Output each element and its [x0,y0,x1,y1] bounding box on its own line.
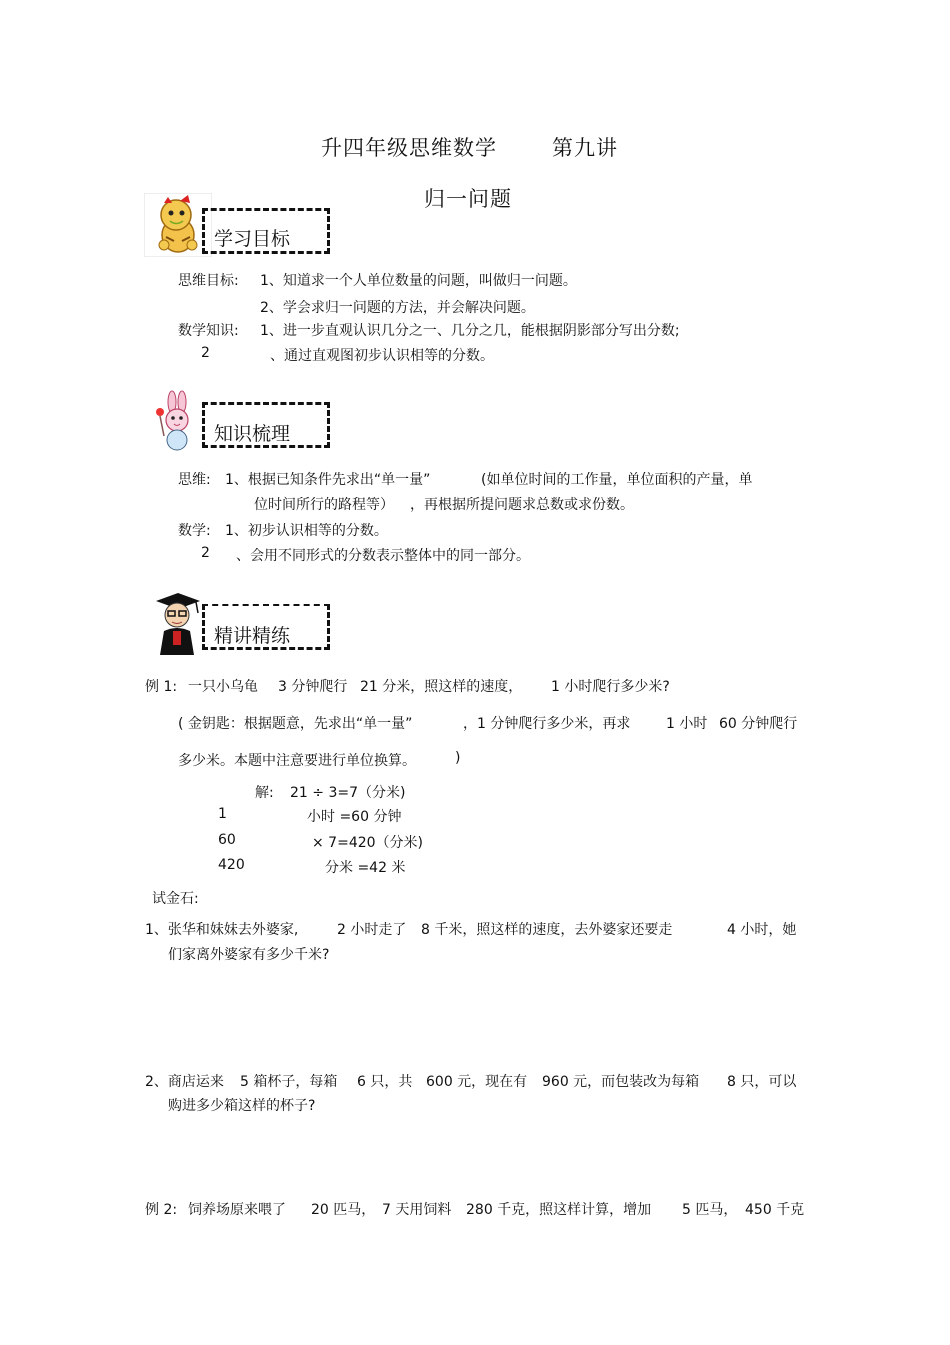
example1-solution-step2: 小时 =60 分钟 [307,809,402,825]
goals-math-2-text: 、通过直观图初步认识相等的分数。 [270,348,494,364]
example1-label: 例 1: [145,679,178,695]
page-title: 升四年级思维数学 [321,136,497,160]
rabbit-mascot-icon [154,390,200,452]
section-title-practice: 精讲精练 [214,625,291,647]
knowledge-math-2-text: 、会用不同形式的分数表示整体中的同一部分。 [236,548,530,564]
trial-problem1-c: 8 千米，照这样的速度，去外婆家还要走 [421,922,673,938]
example1-solution-step3: × 7=420（分米) [312,835,424,851]
knowledge-thinking-1c: 位时间所行的路程等） [254,497,394,513]
trial-problem2-a: 2、商店运来 [145,1074,224,1090]
trial-problem2-d: 600 元，现在有 [426,1074,528,1090]
graduate-mascot-icon [152,589,202,655]
example1-question-d: 1 小时爬行多少米? [551,679,670,695]
lecture-number: 第九讲 [552,136,618,160]
example1-solution-step1: 21 ÷ 3=7（分米) [290,785,406,801]
knowledge-thinking-label: 思维: [178,472,211,488]
trial-problem2-f: 8 只，可以 [727,1074,797,1090]
example1-question-c: 21 分米，照这样的速度， [360,679,523,695]
example1-hint-e: 多少米。本题中注意要进行单位换算。 [178,753,416,769]
trial-problem1-e: 们家离外婆家有多少千米? [168,947,330,963]
goals-thinking-1: 1、知道求一个人单位数量的问题，叫做归一问题。 [260,273,577,289]
example1-hint-f: ) [455,750,461,766]
knowledge-math-1: 1、初步认识相等的分数。 [225,523,388,539]
trial-problem2-c: 6 只，共 [357,1074,413,1090]
example1-hint-a: ( 金钥匙：根据题意，先求出“单一量” [178,716,413,732]
example1-solution-step2-num: 1 [218,806,227,822]
knowledge-thinking-1b: (如单位时间的工作量，单位面积的产量，单 [481,472,753,488]
knowledge-thinking-1a: 1、根据已知条件先求出“单一量” [225,472,431,488]
example2-label: 例 2: [145,1202,178,1218]
example1-hint-b: ，1 分钟爬行多少米，再求 [463,716,631,732]
trial-problem1-a: 1、张华和妹妹去外婆家, [145,922,299,938]
example2-question-f: 450 千克 [745,1202,805,1218]
section-title-goals: 学习目标 [214,228,291,250]
knowledge-thinking-1d: ，再根据所提问题求总数或求份数。 [410,497,634,513]
example2-question-c: 7 天用饲料 [382,1202,452,1218]
example1-solution-step4: 分米 =42 米 [325,860,406,876]
example2-question-a: 饲养场原来喂了 [188,1202,286,1218]
example1-question-a: 一只小乌龟 [188,679,258,695]
goals-math-1: 1、进一步直观认识几分之一、几分之几，能根据阴影部分写出分数; [260,323,680,339]
trial-problem2-g: 购进多少箱这样的杯子? [168,1098,316,1114]
example1-solution-label: 解: [255,785,274,801]
example1-solution-step3-num: 60 [218,832,236,848]
trial-problem1-d: 4 小时，她 [727,922,797,938]
section-title-knowledge: 知识梳理 [214,423,291,445]
goals-math-label: 数学知识: [178,323,239,339]
example2-question-e: 5 匹马， [682,1202,738,1218]
trial-problem2-e: 960 元，而包装改为每箱 [542,1074,700,1090]
page-subtitle: 归一问题 [424,187,512,211]
example1-question-b: 3 分钟爬行 [278,679,348,695]
trial-problem2-b: 5 箱杯子，每箱 [240,1074,338,1090]
trial-problem1-b: 2 小时走了 [337,922,407,938]
knowledge-math-2-number: 2 [201,545,210,561]
example2-question-b: 20 匹马， [311,1202,376,1218]
example2-question-d: 280 千克，照这样计算，增加 [466,1202,652,1218]
goals-thinking-2: 2、学会求归一问题的方法，并会解决问题。 [260,300,535,316]
example1-hint-d: 60 分钟爬行 [719,716,798,732]
example1-hint-c: 1 小时 [666,716,708,732]
knowledge-math-label: 数学: [178,523,211,539]
goals-math-2-number: 2 [201,345,210,361]
example1-solution-step4-num: 420 [218,857,245,873]
trial-label: 试金石: [152,891,199,907]
goals-thinking-label: 思维目标: [178,273,239,289]
